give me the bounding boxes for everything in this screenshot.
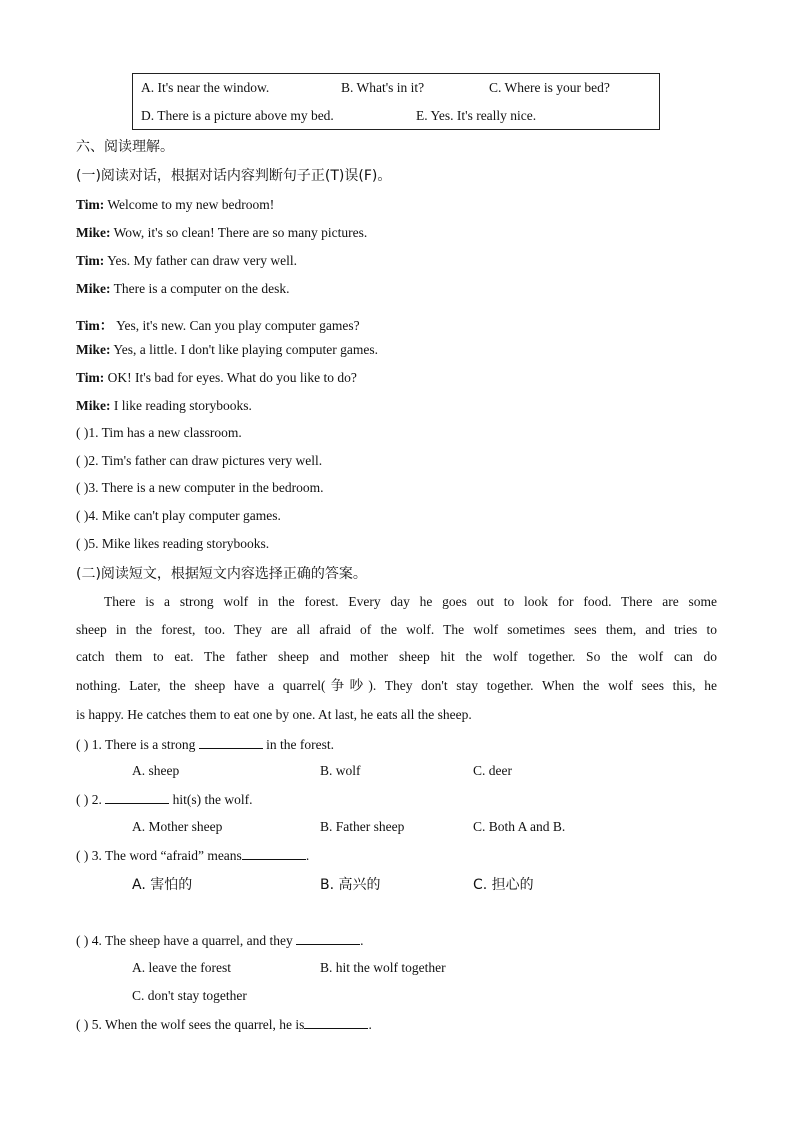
answer-blank[interactable] [296,932,360,945]
dialogue-line [76,225,367,241]
tf-statement: ( )3. There is a new computer in the bedroom. [76,480,324,495]
tf-statement: ( )4. Mike can't play computer games. [76,508,281,523]
question-4 [76,932,364,949]
line-text: There is a computer on the desk. [110,281,290,296]
part1-title: (一)阅读对话，根据对话内容判断句子正(T)误(F)。 [76,168,392,184]
choice-c: C. don't stay together [132,988,247,1003]
option-a: A. It's near the window. [141,80,270,95]
choice-b: B. Father sheep [320,819,405,834]
choice-c: C. Both A and B. [473,819,566,834]
question-text: ( ) 3. The word “afraid” means [76,848,242,863]
speaker: Tim： [76,318,114,333]
dialogue-line [76,398,252,414]
question-text: ( ) 1. There is a strong [76,737,199,752]
question-text: in the forest. [262,737,334,752]
dialogue-line [76,370,357,386]
tf-statement: ( )5. Mike likes reading storybooks. [76,536,270,551]
question-text: ( ) 5. When the wolf sees the quarrel, he is [76,1017,305,1032]
passage-line: There is a strong wolf in the forest. Every day he goes out to look for food. There are some [104,594,717,609]
speaker: Mike: [76,225,111,240]
question-text: . [360,933,364,948]
dialogue-line [76,253,297,269]
line-text: I like reading storybooks. [110,398,252,413]
part2-title: (二)阅读短文，根据短文内容选择正确的答案。 [76,566,367,582]
answer-blank[interactable] [105,791,169,804]
option-c: C. Where is your bed? [489,80,610,95]
line-text: Yes. My father can draw very well. [104,253,297,268]
line-text: Yes, it's new. Can you play computer games? [113,318,360,333]
choice-b: B. hit the wolf together [320,960,446,975]
answer-blank[interactable] [199,736,263,749]
choice-a: A. Mother sheep [132,819,223,834]
line-text: Welcome to my new bedroom! [104,197,275,212]
passage-line: is happy. He catches them to eat one by one. At last, he eats all the sheep. [76,707,472,722]
option-e: E. Yes. It's really nice. [416,108,537,123]
dialogue-line [76,197,274,213]
question-text: hit(s) the wolf. [169,792,253,807]
passage-line: nothing. Later, the sheep have a quarrel(争吵). They don't stay together. When the wolf sees this, he [76,678,717,693]
speaker: Mike: [76,398,111,413]
speaker: Tim: [76,197,105,212]
passage-line: catch them to eat. The father sheep and mother sheep hit the wolf together. So the wolf can do [76,649,717,664]
choice-b: B. wolf [320,763,361,778]
answer-blank[interactable] [242,847,306,860]
question-text: ( ) 4. The sheep have a quarrel, and they [76,933,297,948]
speaker: Mike: [76,342,111,357]
answer-blank[interactable] [304,1016,368,1029]
tf-statement: ( )1. Tim has a new classroom. [76,425,242,440]
choice-a: A. sheep [132,763,180,778]
question-5 [76,1016,372,1033]
option-b: B. What's in it? [341,80,425,95]
speaker: Tim: [76,253,105,268]
dialogue-line [76,314,360,334]
question-1 [76,736,334,753]
choice-c: C. 担心的 [473,877,534,893]
speaker: Tim: [76,370,105,385]
line-text: Wow, it's so clean! There are so many pictures. [110,225,368,240]
choice-c: C. deer [473,763,512,778]
choice-b: B. 高兴的 [320,877,381,893]
line-text: Yes, a little. I don't like playing computer games. [110,342,379,357]
option-d: D. There is a picture above my bed. [141,108,334,123]
speaker: Mike: [76,281,111,296]
line-text: OK! It's bad for eyes. What do you like to do? [104,370,357,385]
dialogue-line [76,342,378,358]
question-text: . [305,848,310,863]
question-text: . [368,1017,372,1032]
question-text: ( ) 2. [76,792,106,807]
section-title: 六、阅读理解。 [76,139,174,155]
tf-statement: ( )2. Tim's father can draw pictures very well. [76,453,323,468]
choice-a: A. 害怕的 [132,877,193,893]
question-2 [76,791,253,808]
passage-line: sheep in the forest, too. They are all afraid of the wolf. The wolf sometimes sees them, and tries to [76,622,717,637]
dialogue-line [76,281,289,297]
question-3 [76,847,309,864]
choice-a: A. leave the forest [132,960,231,975]
